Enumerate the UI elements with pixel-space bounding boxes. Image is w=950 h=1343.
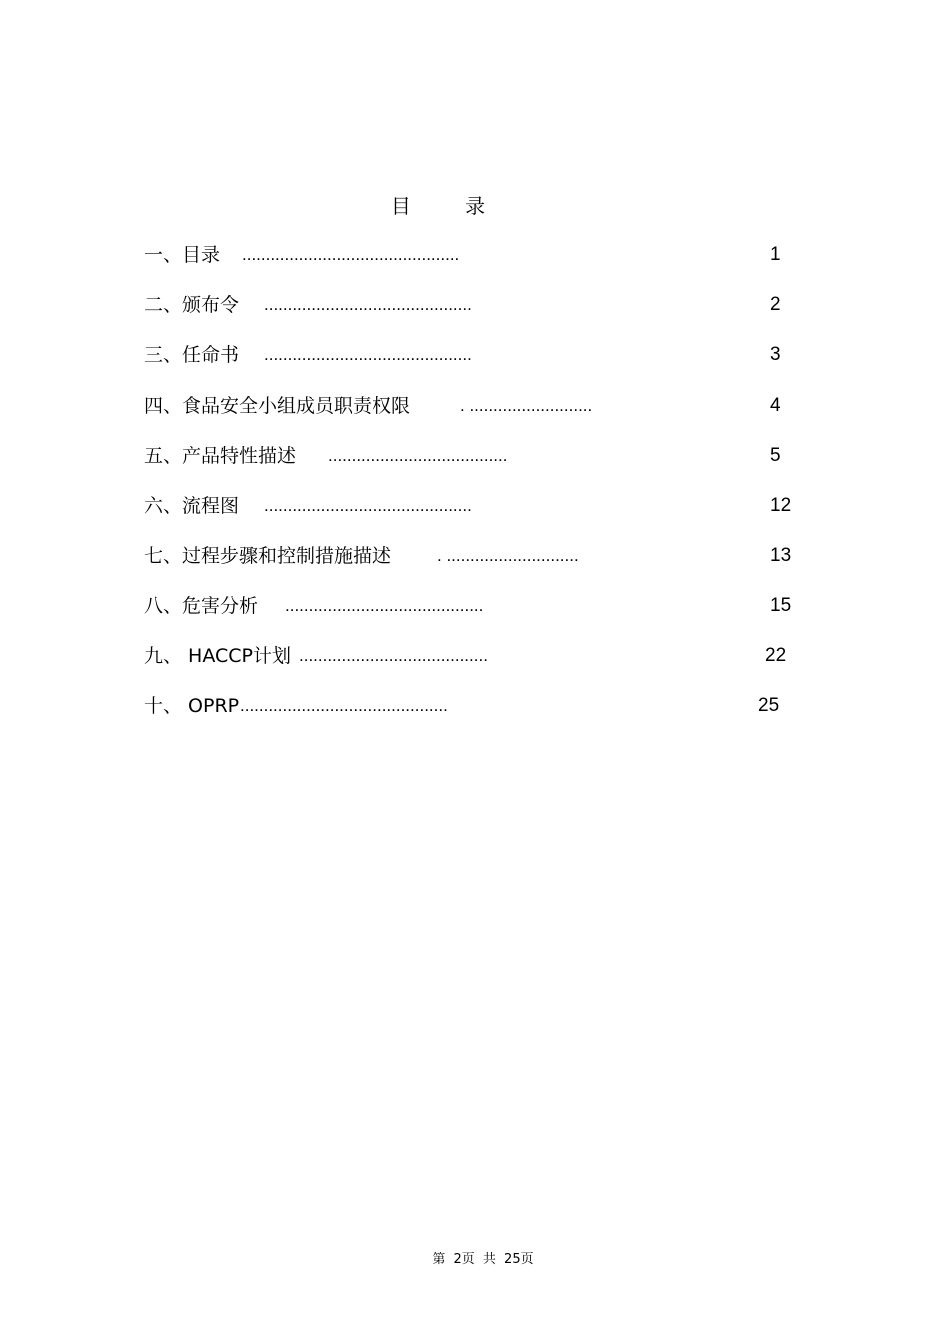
toc-entry-page: 22 bbox=[765, 645, 787, 666]
toc-entry[interactable] bbox=[0, 391, 950, 421]
toc-entry-label: 五、产品特性描述 bbox=[144, 445, 297, 467]
toc-entry-dots: . ............................ bbox=[437, 546, 579, 565]
toc-entry-dots: .............................................. bbox=[242, 245, 460, 264]
toc-entry[interactable] bbox=[0, 491, 950, 521]
toc-entry-page: 3 bbox=[770, 344, 781, 365]
toc-entry[interactable] bbox=[0, 290, 950, 320]
toc-entry-page: 12 bbox=[770, 495, 792, 516]
toc-entry-label: 十、 OPRP bbox=[144, 695, 240, 717]
toc-entry-page: 5 bbox=[770, 445, 781, 466]
toc-entry-label: 六、流程图 bbox=[144, 495, 240, 517]
toc-entry[interactable] bbox=[0, 541, 950, 571]
toc-entry[interactable] bbox=[0, 691, 950, 721]
toc-entry-label: 九、 HACCP计划 bbox=[144, 645, 291, 667]
toc-entry-label: 三、任命书 bbox=[144, 344, 240, 366]
toc-entry-page: 2 bbox=[770, 294, 781, 315]
toc-entry-page: 15 bbox=[770, 595, 792, 616]
toc-entry[interactable] bbox=[0, 340, 950, 370]
toc-entry-page: 4 bbox=[770, 395, 781, 416]
toc-entry-dots: ...................................... bbox=[328, 446, 508, 465]
toc-entry-dots: .......................................... bbox=[285, 596, 484, 615]
page-footer: 第 2页 共 25页 bbox=[432, 1252, 534, 1267]
toc-title: 目 录 bbox=[390, 194, 510, 218]
toc-entry[interactable] bbox=[0, 591, 950, 621]
toc-entry[interactable] bbox=[0, 240, 950, 270]
toc-entry-dots: ........................................ bbox=[299, 646, 488, 665]
toc-entry-dots: ............................................ bbox=[264, 496, 472, 515]
toc-entry-label: 四、食品安全小组成员职责权限 bbox=[144, 395, 411, 417]
toc-entry-label: 一、目录 bbox=[144, 244, 221, 266]
toc-entry-label: 二、颁布令 bbox=[144, 294, 240, 316]
toc-entry-dots: ............................................ bbox=[264, 345, 472, 364]
toc-entry-page: 1 bbox=[770, 244, 781, 265]
toc-entry[interactable] bbox=[0, 441, 950, 471]
toc-entry-dots: ............................................ bbox=[264, 295, 472, 314]
toc-entry[interactable] bbox=[0, 641, 950, 671]
toc-entry-page: 13 bbox=[770, 545, 792, 566]
toc-entry-dots: . .......................... bbox=[460, 396, 593, 415]
toc-entry-label: 八、危害分析 bbox=[144, 595, 259, 617]
toc-entry-dots: ............................................ bbox=[240, 696, 448, 715]
toc-entry-label: 七、过程步骤和控制措施描述 bbox=[144, 545, 392, 567]
toc-entry-page: 25 bbox=[758, 695, 780, 716]
